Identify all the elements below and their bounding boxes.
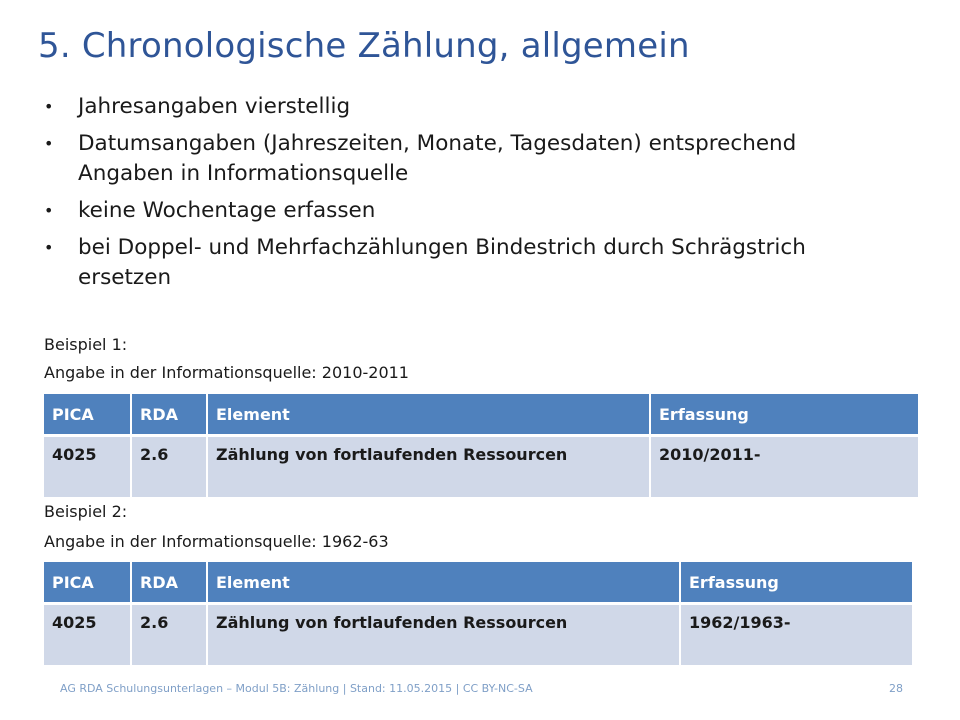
cell-pica: 4025	[44, 436, 131, 498]
bullet-text: bei Doppel- und Mehrfachzählungen Bindestrich durch Schrägstrich ersetzen	[78, 235, 806, 290]
cell-erfassung: 2010/2011-	[650, 436, 918, 498]
bullet-marker: •	[44, 134, 54, 153]
bullet-item	[44, 92, 844, 122]
bullet-item	[44, 196, 844, 226]
header-element: Element	[207, 562, 680, 604]
header-erfassung: Erfassung	[680, 562, 912, 604]
header-element: Element	[207, 394, 650, 436]
bullet-text: keine Wochentage erfassen	[78, 198, 376, 223]
bullet-item	[44, 129, 844, 189]
page-number: 28	[889, 682, 903, 695]
cell-element: Zählung von fortlaufenden Ressourcen	[207, 604, 680, 666]
bullet-text: Datumsangaben (Jahreszeiten, Monate, Tagesdaten) entsprechend Angaben in Informationsquelle	[78, 131, 797, 186]
bullet-marker: •	[44, 238, 54, 257]
example1-label: Beispiel 1:	[44, 335, 128, 354]
example1-table	[44, 394, 918, 497]
example2-table	[44, 562, 912, 665]
bullet-marker: •	[44, 97, 54, 116]
footer-text: AG RDA Schulungsunterlagen – Modul 5B: Zählung | Stand: 11.05.2015 | CC BY-NC-SA	[60, 682, 533, 695]
header-pica: PICA	[44, 562, 131, 604]
cell-erfassung: 1962/1963-	[680, 604, 912, 666]
table-header-row	[44, 562, 912, 604]
bullet-list	[44, 92, 844, 300]
bullet-item	[44, 233, 844, 293]
cell-rda: 2.6	[131, 436, 207, 498]
header-pica: PICA	[44, 394, 131, 436]
header-rda: RDA	[131, 394, 207, 436]
example2-label: Beispiel 2:	[44, 502, 128, 521]
example1-source-line: Angabe in der Informationsquelle: 2010-2011	[44, 363, 409, 382]
table-row	[44, 436, 918, 498]
bullet-marker: •	[44, 201, 54, 220]
table-header-row	[44, 394, 918, 436]
header-rda: RDA	[131, 562, 207, 604]
example2-source-line: Angabe in der Informationsquelle: 1962-63	[44, 532, 389, 551]
table-row	[44, 604, 912, 666]
header-erfassung: Erfassung	[650, 394, 918, 436]
cell-rda: 2.6	[131, 604, 207, 666]
cell-element: Zählung von fortlaufenden Ressourcen	[207, 436, 650, 498]
cell-pica: 4025	[44, 604, 131, 666]
bullet-text: Jahresangaben vierstellig	[78, 94, 351, 119]
slide-title: 5. Chronologische Zählung, allgemein	[38, 26, 690, 66]
